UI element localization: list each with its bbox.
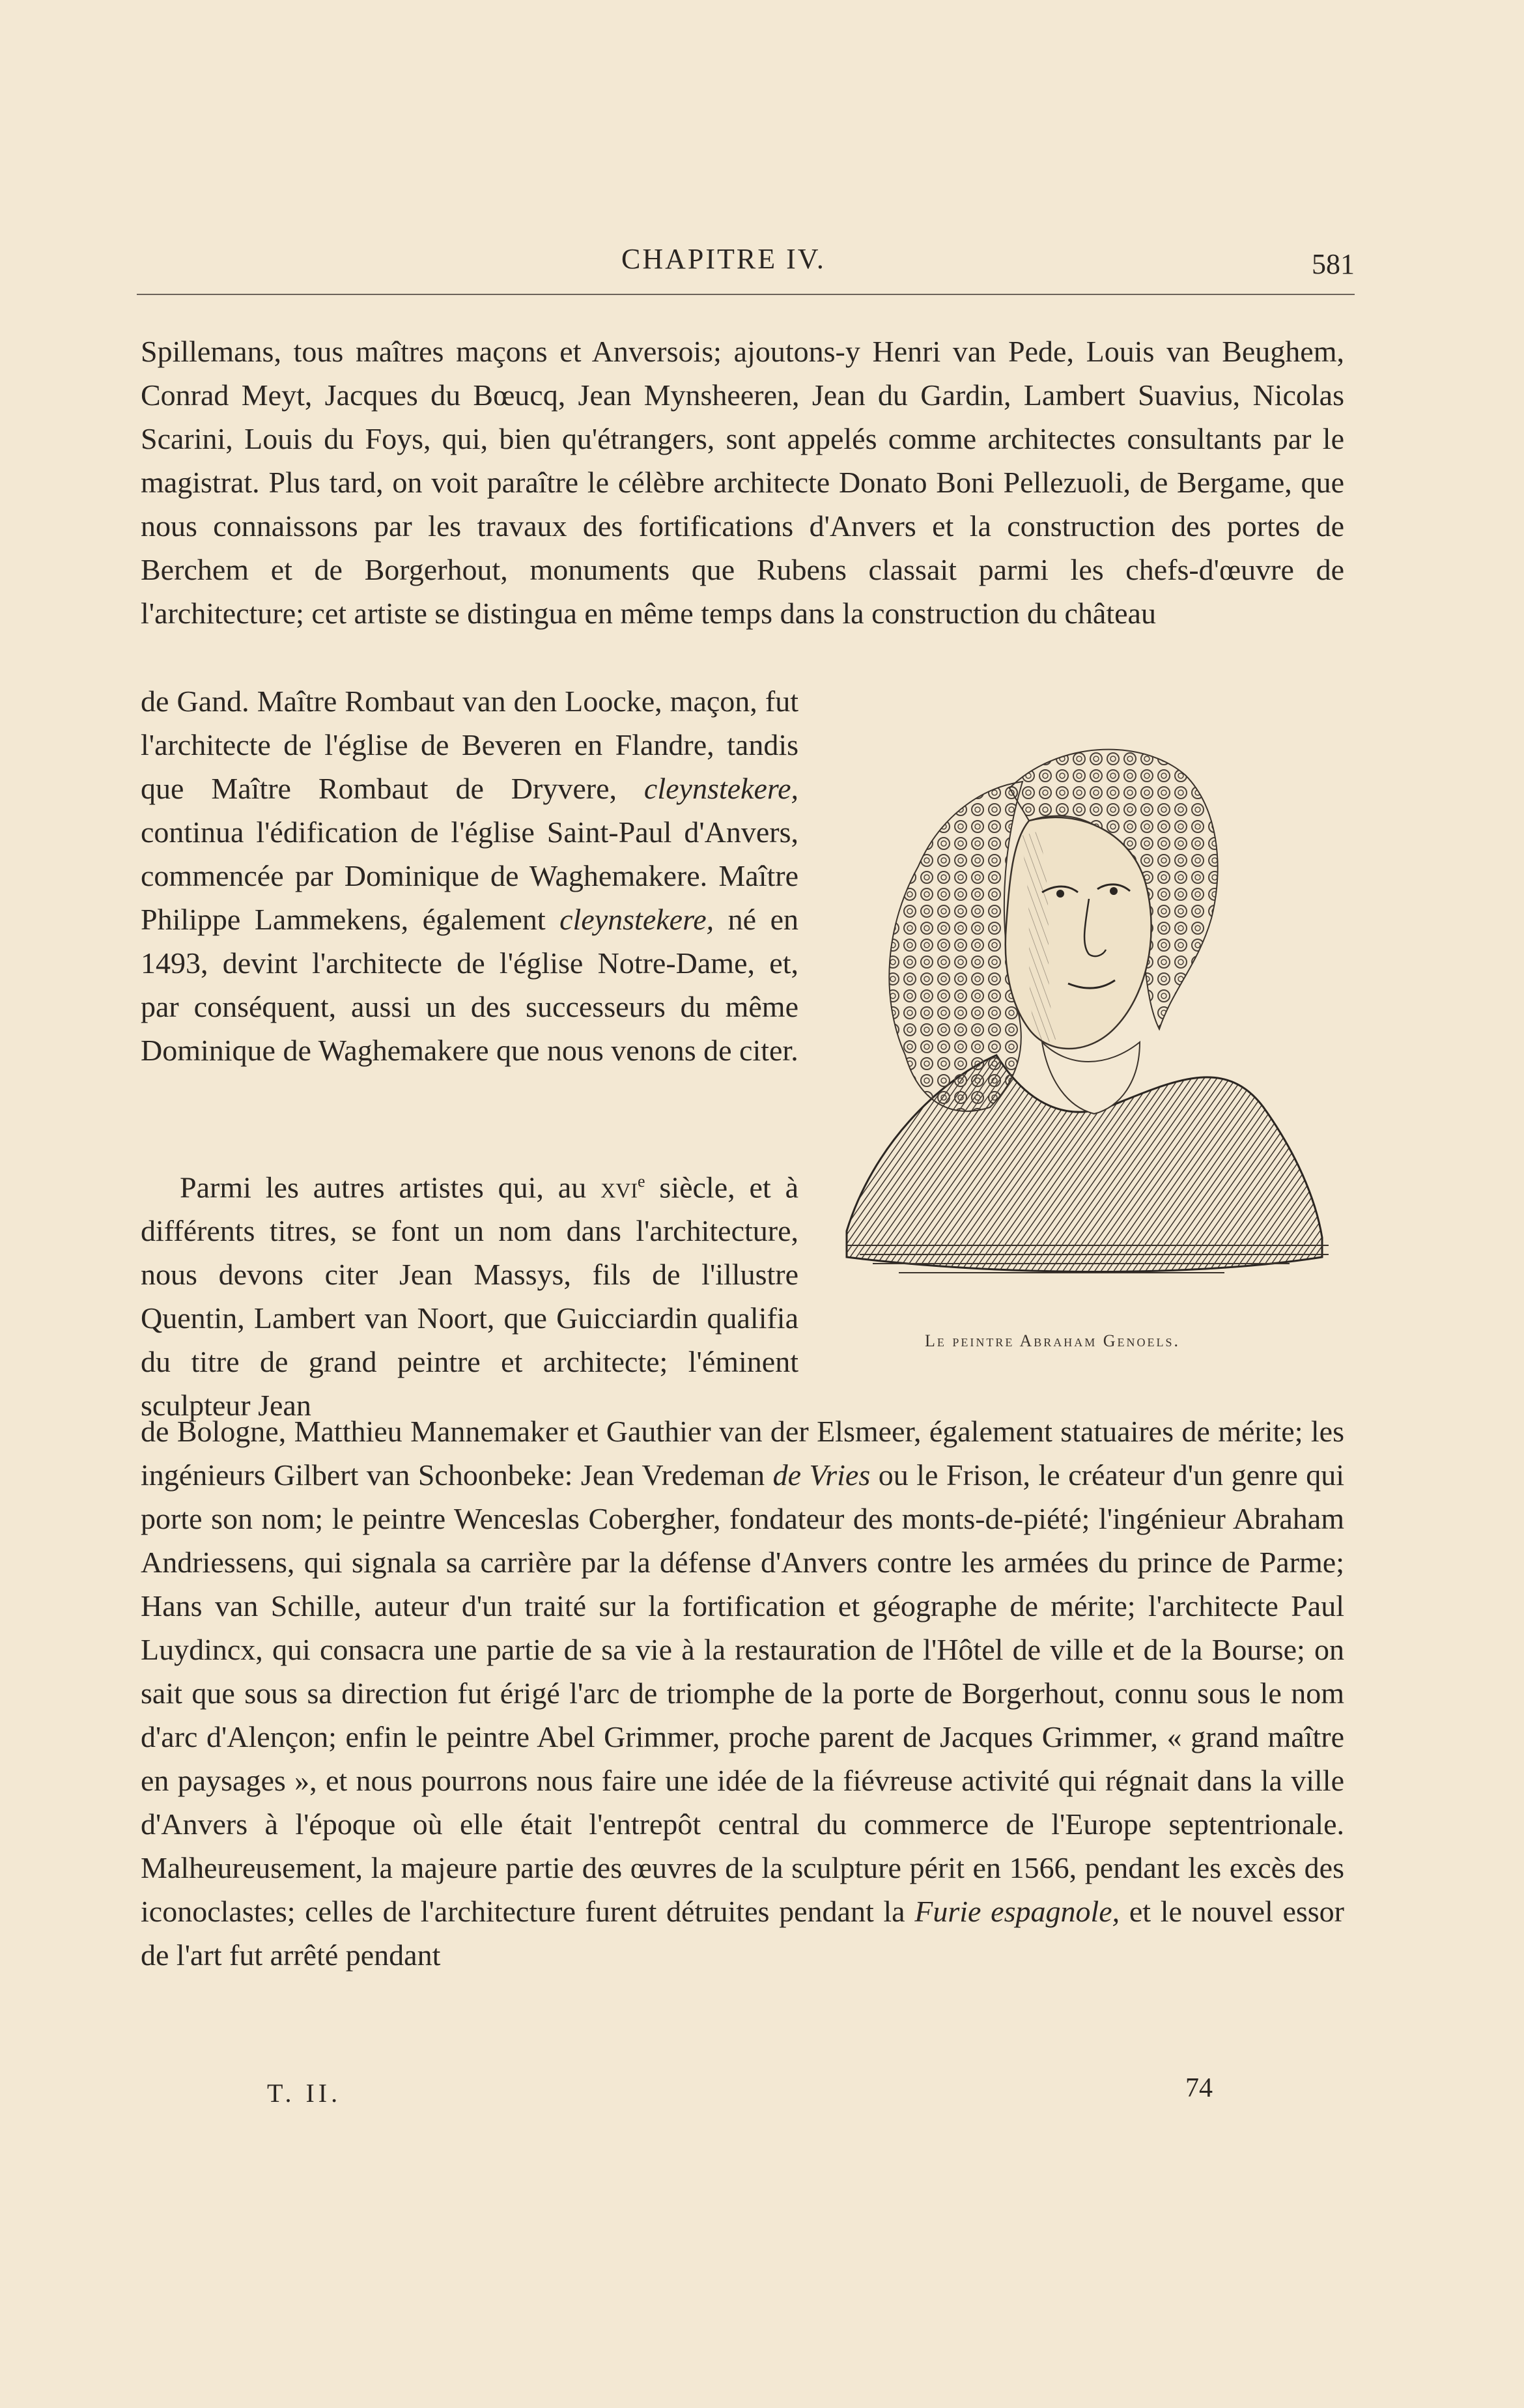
portrait-wig-left xyxy=(889,782,1023,1111)
sheet-number: 74 xyxy=(1185,2073,1213,2103)
paragraph-2 xyxy=(141,679,798,1072)
paragraph-4-text-a: de Bologne, Matthieu Mannemaker et Gauthier van der Elsmeer, également statuaires de mérite; les ingénieurs Gilbert van Schoonbeke: Jean Vredeman xyxy=(141,1415,1344,1492)
paragraph-2-italic-2: cleynstekere, xyxy=(559,903,714,936)
chapter-title: CHAPITRE IV. xyxy=(621,243,826,275)
paragraph-2-italic-1: cleynstekere, xyxy=(643,772,798,805)
portrait-engraving xyxy=(834,716,1329,1290)
century-numeral: xvi xyxy=(600,1170,638,1204)
paragraph-1-text: Spillemans, tous maîtres maçons et Anversois; ajoutons-y Henri van Pede, Louis van Beughem, Conrad Meyt, Jacques du Bœucq, Jean Mynsheeren, Jean du Gardin, Lambert Suavius, Nicolas Scarini, Louis du Foys, qui, bien qu'étrangers, sont appelés comme architectes consultants par le magistrat. Plus tard, on voit paraître le célèbre architecte Donato Boni Pellezuoli, de Bergame, que nous connaissons par les travaux des fortifications d'Anvers et la construction des portes de Berchem et de Borgerhout, monuments que Rubens classait parmi les chefs-d'œuvre de l'architecture; cet artiste se distingua en même temps dans la construction du château xyxy=(141,335,1344,630)
paragraph-2-text-a: de Gand. Maître Rombaut van den Loocke, maçon, fut l'architecte de l'église de Beveren en Flandre, tandis que Maître Rombaut de Dryvere, xyxy=(141,685,798,805)
paragraph-2-text-b: continua l'édification de l'église Saint-Paul d'Anvers, commencée par Dominique de Waghemakere. Maître Philippe Lammekens, également xyxy=(141,815,798,936)
paragraph-3-text-b: siècle, et à différents titres, se font un nom dans l'architecture, nous devons citer Jean Massys, fils de l'illustre Quentin, Lambert van Noort, que Guicciardin qualifia du titre de grand peintre et architecte; l'éminent sculpteur Jean xyxy=(141,1170,799,1423)
page-number: 581 xyxy=(1312,248,1355,280)
century-superscript: e xyxy=(637,1172,645,1191)
paragraph-1 xyxy=(141,330,1344,635)
paragraph-2-text-c: né en 1493, devint l'architecte de l'église Notre-Dame, et, par conséquent, aussi un des successeurs du même Dominique de Waghemakere que nous venons de citer. xyxy=(141,903,798,1067)
running-head xyxy=(137,242,1355,288)
paragraph-3-text-a: Parmi les autres artistes qui, au xyxy=(180,1170,601,1204)
signature-mark: T. II. xyxy=(267,2078,342,2108)
portrait-figure xyxy=(834,716,1329,1290)
paragraph-3 xyxy=(141,1159,798,1427)
figure-caption: Le peintre Abraham Genoels. xyxy=(925,1331,1180,1350)
paragraph-4 xyxy=(141,1409,1344,1977)
paragraph-4-text-b: ou le Frison, le créateur d'un genre qui porte son nom; le peintre Wenceslas Cobergher, fondateur des monts-de-piété; l'ingénieur Abraham Andriessens, qui signala sa carrière par la défense d'Anvers contre les armées du prince de Parme; Hans van Schille, auteur d'un traité sur la fortification et géographe de mérite; l'architecte Paul Luydincx, qui consacra une partie de sa vie à la restauration de l'Hôtel de ville et de la Bourse; on sait que sous sa direction fut érigé l'arc de triomphe de la porte de Borgerhout, connu sous le nom d'arc d'Alençon; enfin le peintre Abel Grimmer, proche parent de Jacques Grimmer, « grand maître en paysages », et nous pourrons nous faire une idée de la fiévreuse activité qui régnait dans la ville d'Anvers à l'époque où elle était l'entrepôt central du commerce de l'Europe septentrionale. Malheureusement, la majeure partie des œuvres de la sculpture périt en 1566, pendant les excès des iconoclastes; celles de l'architecture furent détruites pendant la xyxy=(141,1458,1344,1928)
header-rule xyxy=(137,294,1355,295)
paragraph-4-italic-2: Furie espagnole, xyxy=(914,1895,1120,1928)
paragraph-4-italic-1: de Vries xyxy=(772,1458,871,1492)
paragraph-4-text-c: et le nouvel essor de l'art fut arrêté pendant xyxy=(141,1895,1344,1972)
